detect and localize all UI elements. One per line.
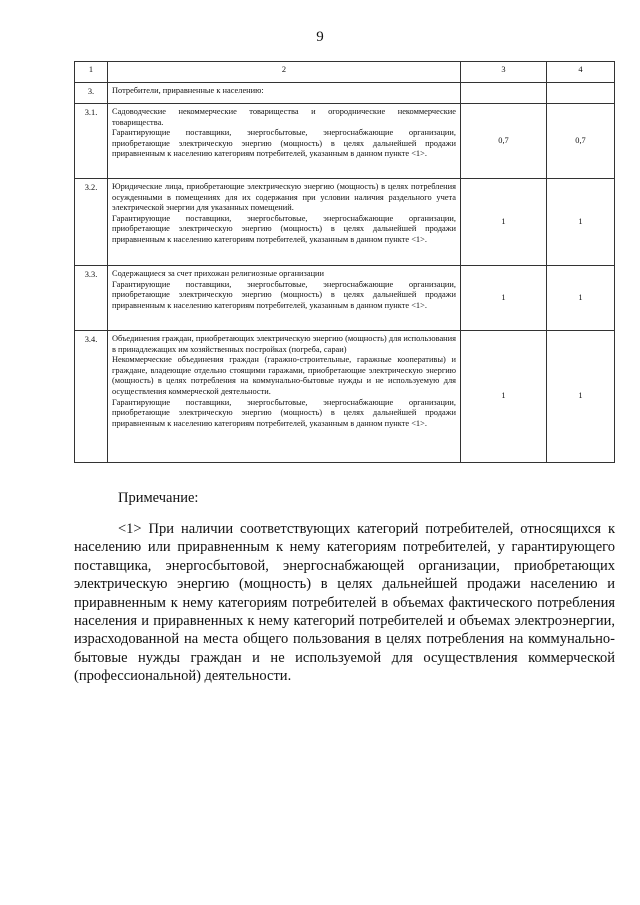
- row-number: 3.1.: [75, 104, 108, 179]
- table-row: [75, 179, 615, 266]
- header-col-3: 3: [461, 62, 547, 83]
- description-line: Гарантирующие поставщики, энергосбытовые, энергоснабжающие организации, приобретающие электрическую энергию (мощность) в целях дальнейшей продажи приравненным к населению категориям потребителей, указанным в данном пункте <1>.: [112, 397, 456, 428]
- section-number: 3.: [75, 83, 108, 104]
- row-number: 3.4.: [75, 331, 108, 463]
- table-row: [75, 331, 615, 463]
- row-description: [108, 266, 461, 331]
- description-line: Гарантирующие поставщики, энергосбытовые, энергоснабжающие организации, приобретающие электрическую энергию (мощность) в целях дальнейшей продажи приравненным к населению категориям потребителей, указанным в данном пункте <1>.: [112, 213, 456, 244]
- table-header-row: [75, 62, 615, 83]
- page-number: 9: [316, 29, 324, 45]
- table-row: [75, 266, 615, 331]
- note-title: Примечание:: [118, 490, 199, 506]
- description-line: Юридические лица, приобретающие электрическую энергию (мощность) в целях потребления осужденными в помещениях для их содержания при условии наличия раздельного учета электрической энергии для указанных помещений.: [112, 182, 456, 213]
- row-description: [108, 331, 461, 463]
- row-value-col4: 1: [547, 331, 615, 463]
- description-line: Гарантирующие поставщики, энергосбытовые, энергоснабжающие организации, приобретающие электрическую энергию (мощность) в целях дальнейшей продажи приравненным к населению категориям потребителей, указанным в данном пункте <1>.: [112, 279, 456, 310]
- description-line: Садоводческие некоммерческие товарищества и огороднические некоммерческие товарищества.: [112, 107, 456, 127]
- description-line: Содержащиеся за счет прихожан религиозные организации: [112, 269, 325, 278]
- header-col-1: 1: [75, 62, 108, 83]
- row-value-col4: 0,7: [547, 104, 615, 179]
- row-value-col4: 1: [547, 179, 615, 266]
- description-line: Гарантирующие поставщики, энергосбытовые, энергоснабжающие организации, приобретающие электрическую энергию (мощность) в целях дальнейшей продажи приравненным к населению категориям потребителей, указанным в данном пункте <1>.: [112, 128, 456, 159]
- note-text: <1> При наличии соответствующих категорий потребителей, относящихся к населению или приравненным к нему категориям потребителей, у гарантирующего поставщика, энергосбытовой, энергоснабжающей организации, приобретающих электрическую энергию (мощность) в целях дальнейшей продажи населению и приравненным к нему категориям потребителей в объемах фактического потребления населения и приравненных к нему категорий потребителей и объемах электроэнергии, израсходованной на места общего пользования в целях потребления на коммунально-бытовые нужды граждан и не используемой для осуществления коммерческой (профессиональной) деятельности.: [74, 521, 615, 685]
- section-col3-empty: [461, 83, 547, 104]
- description-line: Объединения граждан, приобретающих электрическую энергию (мощность) для использования в принадлежащих им хозяйственных постройках (погреба, сараи): [112, 334, 456, 354]
- section-col4-empty: [547, 83, 615, 104]
- row-description: [108, 179, 461, 266]
- row-value-col4: 1: [547, 266, 615, 331]
- row-value-col3: 1: [461, 179, 547, 266]
- row-number: 3.3.: [75, 266, 108, 331]
- row-number: 3.2.: [75, 179, 108, 266]
- header-col-4: 4: [547, 62, 615, 83]
- header-col-2: 2: [108, 62, 461, 83]
- row-value-col3: 0,7: [461, 104, 547, 179]
- row-description: [108, 104, 461, 179]
- section-row: [75, 83, 615, 104]
- tariff-coefficient-table: [74, 61, 615, 463]
- description-line: Некоммерческие объединения граждан (гаражно-строительные, гаражные кооперативы) и граждане, владеющие отдельно стоящими гаражами, приобретающие электрическую энергию (мощность) в целях потребления на коммунально-бытовые нужды и не используемую для осуществления коммерческой деятельности.: [112, 355, 456, 396]
- table-row: [75, 104, 615, 179]
- row-value-col3: 1: [461, 331, 547, 463]
- section-label: Потребители, приравненные к населению:: [108, 83, 461, 104]
- row-value-col3: 1: [461, 266, 547, 331]
